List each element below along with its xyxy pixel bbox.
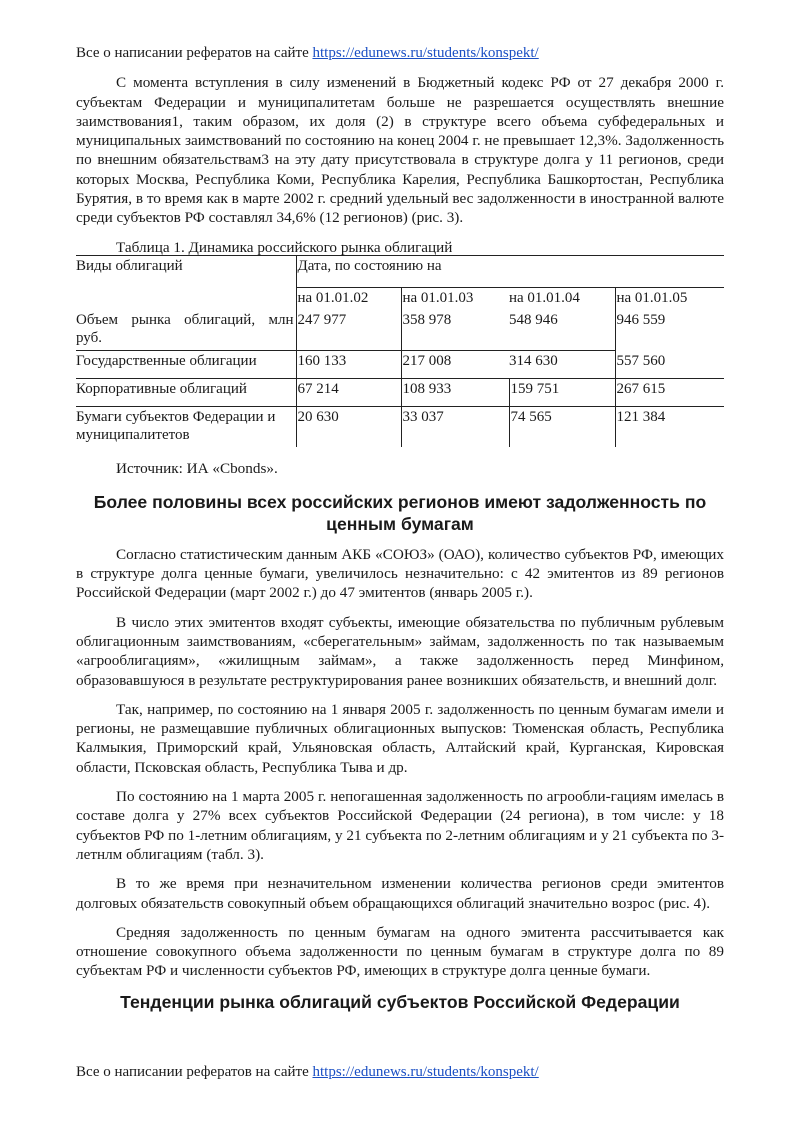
page-header (76, 44, 724, 63)
table-cell: 108 933 (401, 379, 509, 407)
row-label: Бумаги субъектов Федерации и муниципалитетов (76, 409, 276, 443)
table-cell: 121 384 (615, 407, 724, 448)
table-cell: 548 946 (509, 310, 615, 351)
table-cell: 33 037 (401, 407, 509, 448)
body-paragraph: По состоянию на 1 марта 2005 г. непогашенная задолженность по агрообли-гациям имелась в составе долга у 27% всех субъектов Российской Федерации (24 региона), в том числе: у 18 субъектов РФ по 1-летним облигациям, у 21 субъекта по 2-летним облигациям и у 21 субъекта по 3-летнлм облигациям (табл. 3). (76, 788, 724, 863)
table-cell: 358 978 (401, 310, 509, 351)
row-label: Объем рынка облигаций, млн руб. (76, 310, 296, 351)
row-label: Государственные облигации (76, 351, 296, 379)
document-page (76, 44, 724, 1023)
date-header: на 01.01.02 (296, 287, 401, 310)
table-cell: 217 008 (401, 351, 509, 379)
footer-link[interactable]: https://edunews.ru/students/konspekt/ (312, 1064, 539, 1080)
table-cell: 557 560 (615, 351, 724, 379)
row-label: Корпоративные облигаций (76, 379, 296, 407)
body-paragraph: Средняя задолженность по ценным бумагам на одного эмитента рассчитывается как отношение совокупного объема задолженности по ценным бумагам в структуре долга по 89 субъектам РФ и численности субъектов РФ, имеющих в структуре долга ценные бумаги. (76, 923, 724, 980)
footer-text: Все о написании рефератов на сайте (76, 1064, 313, 1080)
table-cell: 267 615 (615, 379, 724, 407)
table-cell: 67 214 (296, 379, 401, 407)
table-cell: 314 630 (509, 351, 615, 379)
page-footer (76, 1064, 539, 1081)
section-heading: Более половины всех российских регионов имеют задолженность по ценным бумагам (93, 491, 707, 534)
table-row (76, 310, 724, 351)
section-heading: Тенденции рынка облигаций субъектов Российской Федерации (120, 991, 680, 1012)
body-paragraph: Согласно статистическим данным АКБ «СОЮЗ» (ОАО), количество субъектов РФ, имеющих в структуре долга ценные бумаги, увеличилось незначительно: с 42 эмитентов из 89 регионов Российской Федерации (март 2002 г.) до 47 эмитентов (январь 2005 г.). (76, 545, 724, 602)
body-paragraph: В число этих эмитентов входят субъекты, имеющие обязательства по публичным рублевым облигационным заимствованиям, «сберегательным» займам, задолженность по так называемым «агрооблигациям», «жилищным займам», а также задолженность перед Минфином, образовавшуюся в результате реструктурирования ранее возникших обязательств, и внешний долг. (76, 613, 724, 689)
column-header-date-group: Дата, по состоянию на (296, 255, 724, 287)
table-cell: 20 630 (296, 407, 401, 448)
table-row (76, 407, 724, 448)
body-paragraph: В то же время при незначительном изменении количества регионов среди эмитентов долговых обязательств совокупный объем обращающихся облигаций значительно возрос (рис. 4). (76, 875, 724, 912)
table-source: Источник: ИА «Cbonds». (116, 460, 278, 478)
table-row (76, 351, 724, 379)
body-paragraph: Так, например, по состоянию на 1 января 2005 г. задолженность по ценным бумагам имели и регионы, не размещавшие публичных облигационных выпусков: Тюменская область, Республика Калмыкия, Приморский край, Ульяновская область, Алтайский край, Курганская, Кировская области, Псковская область, Республика Тыва и др. (76, 700, 724, 776)
table-cell: 74 565 (509, 407, 615, 448)
header-text: Все о написании рефератов на сайте (76, 45, 313, 61)
column-header-types: Виды облигаций (76, 255, 296, 310)
table-caption: Таблица 1. Динамика российского рынка облигаций (116, 238, 453, 256)
intro-paragraph: С момента вступления в силу изменений в Бюджетный кодекс РФ от 27 декабря 2000 г. субъектам Федерации и муниципалитетам больше не разрешается осуществлять внешние заимствования1, таким образом, их доля (2) в структуре всего объема субфедеральных и муниципальных заимствований по состоянию на конец 2004 г. не превышает 12,3%. Задолженность по внешним обязательствам3 на эту дату присутствовала в структуре долга у 11 регионов, среди которых Москва, Республика Коми, Республика Карелия, Республика Башкортостан, Республика Бурятия, в то время как в марте 2002 г. средний удельный вес задолженности в иностранной валюте среди субъектов РФ составлял 34,6% (12 регионов) (рис. 3). (76, 74, 724, 227)
date-header: на 01.01.05 (615, 287, 724, 310)
bond-market-table (76, 255, 724, 448)
table-cell: 946 559 (615, 310, 724, 351)
table-cell: 160 133 (296, 351, 401, 379)
table-cell: 247 977 (296, 310, 401, 351)
date-header: на 01.01.03 (401, 287, 509, 310)
table-row (76, 379, 724, 407)
date-header: на 01.01.04 (509, 287, 615, 310)
table-header-row (76, 255, 724, 287)
header-link[interactable]: https://edunews.ru/students/konspekt/ (312, 45, 539, 61)
table-cell: 159 751 (509, 379, 615, 407)
